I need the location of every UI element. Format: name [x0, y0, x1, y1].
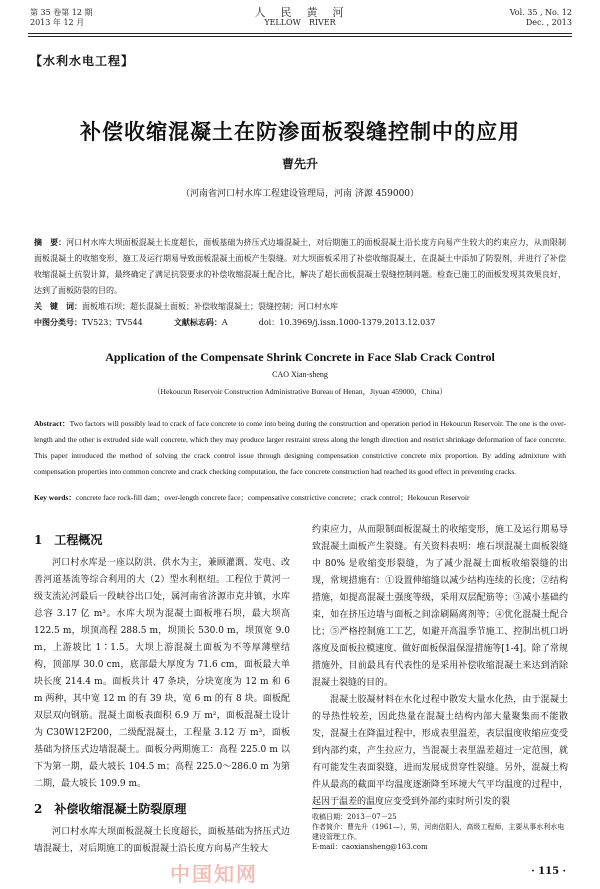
journal-name-en: YELLOW RIVER: [264, 18, 336, 27]
keywords-cn-text: 面板堆石坝；超长混凝土面板；补偿收缩混凝土；裂缝控制；河口村水库: [82, 302, 338, 311]
footnote: [312, 812, 568, 852]
section-tag: 【水利水电工程】: [30, 54, 135, 68]
abstract-cn-label: 摘 要：: [34, 237, 67, 247]
right-column: [312, 522, 568, 811]
classification-line: [34, 314, 566, 331]
section-1-paragraph: 河口村水库是一座以防洪、供水为主，兼顾灌溉、发电、改善河道基流等综合利用的大（2）型水利枢纽。工程位于黄河一级支流沁河最后一段峡谷出口处，属河南省济源市克井镇，水库总容 3.17 亿 m³。水库大坝为混凝土面板堆石坝，最大坝高 122.5 m，坝顶高程 288.5 m，坝顶长 530.0 m，坝顶宽 9.0 m，上游坡比 1∶1.5。大坝上游混凝土面板为不等厚薄壁结构，顶部厚 30.0 cm，底部最大厚度为 71.6 cm，面板最大单块长度 214.4 m。面板共计 47 条块，分块宽度为 12 m 和 6 m 两种，其中宽 12 m 的有 39 块，宽 6 m 的有 8 块。面板配双层双向钢筋。混凝土面板表面积 6.9 万 m²，面板混凝土设计为 C30W12F200，二级配混凝土，工程量 3.12 万 m³，面板基础为挤压式边墙混凝土。面板分两期施工：高程 225.0 m 以下为第一期，最大坡长 104.5 m；高程 225.0～286.0 m 为第二期，最大坡长 109.9 m。: [34, 558, 290, 789]
right-column-paragraph-1: 约束应力，从而限制面板混凝土的收缩变形，施工及运行期易导致混凝土面板产生裂缝。有关资料表明：堆石坝混凝土面板裂缝中 80% 是收缩变形裂缝，为了减少混凝土面板收缩裂缝的出现，常规措施有：①设置伸缩缝以减少结构连续的长度；②结构措施，如提高混凝土强度等级，采用双层配筋等；③减小基础约束，如在挤压边墙与面板之间涂刷隔离剂等；④优化混凝土配合比；⑤严格控制施工工艺，如避开高温季节施工、控制出机口坍落度及面板拉模速度、做好面板保温保湿措施等[1-4]。除了常规措施外，目前最具有代表性的是采用补偿收缩混凝土来达到消除混凝土裂缝的目的。: [312, 525, 568, 688]
volume-issue-en: Vol. 35 , No. 12: [509, 8, 572, 17]
abstract-cn: [34, 234, 566, 299]
abstract-en-text: Two factors will possibly lead to crack of face concrete to come into being during the construction and operation period in Hekoucun Reservoir. The one is the over-length and the other is extruded side wall concrete, which they may produce larger restraint stress along the length direction and restrict shrinkage deformation of face concrete. This paper introduced the method of solving the crack control issue through designing compensation constrictive concrete mix proportion. By adding admixture with compensation properties into common concrete and crack checking computation, the face concrete construction had reached its good effect in preventing cracks.: [34, 419, 566, 476]
left-column: [34, 532, 290, 858]
abstract-en-label: Abstract：: [34, 419, 70, 428]
author-cn: 曹先升: [281, 157, 318, 171]
keywords-cn-label: 关 键 词：: [34, 301, 82, 311]
author-email: E-mail：caoxiansheng@163.com: [312, 843, 428, 851]
issue-date-en: Dec. , 2013: [525, 18, 572, 27]
keywords-en-text: concrete face rock-fill dam；over-length concrete face；compensative constrictive concrete；crack control；Hekoucun Reservoir: [75, 493, 470, 502]
right-column-paragraph-2: 混凝土胶凝材料在水化过程中散发大量水化热，由于混凝土的导热性较差，因此热量在混凝土结构内部大量聚集而不能散发，混凝土在降温过程中，形成表里温差，表层温度收缩应变受到内部约束，产生拉应力，当混凝土表里温差超过一定范围，就有可能发生表面裂缝，进而发展成贯穿性裂缝。另外，混凝土构件从最高的截面平均温度逐渐降至环境大气平均温度的过程中，起因于温差的温度应变受到外部约束时所引发的裂: [312, 695, 568, 807]
abstract-cn-text: 河口村水库大坝面板混凝土长度超长，面板基础为挤压式边墙混凝土，对后期施工的面板混凝土沿长度方向易产生较大的约束应力，从而限制面板混凝土的收缩变形，施工及运行期易导致面板混凝土面板产生裂缝。对大坝面板采用了补偿收缩混凝土，在混凝土中添加了防裂剂，并进行了补偿收缩混凝土抗裂计算，最终确定了满足抗裂要求的补偿收缩混凝土配合比，解决了超长面板混凝土裂缝控制问题。检查已施工的面板发现其效果良好，达到了面板防裂的目的。: [34, 238, 566, 295]
doi: doi：10.3969/j.issn.1000-1379.2013.12.037: [258, 318, 436, 327]
keywords-en: [34, 490, 566, 506]
volume-issue: 第 35 卷第 12 期: [30, 8, 93, 17]
doc-code-value: A: [221, 318, 228, 327]
footnote-rule: [312, 808, 372, 809]
watermark: 中国知网: [170, 862, 258, 886]
section-2-paragraph: 河口村水库大坝面板混凝土长度超长，面板基础为挤压式边墙混凝土，对后期施工的面板混凝土沿长度方向易产生较大: [34, 827, 290, 854]
section-1-heading: 1 工程概况: [34, 533, 103, 547]
clc-value: TV523；TV544: [82, 318, 143, 327]
issue-date: 2013 年 12 月: [30, 18, 85, 27]
received-date: 收稿日期：2013－07－25: [312, 813, 397, 821]
affiliation-cn: （河南省河口村水库工程建设管理局，河南 济源 459000）: [180, 189, 420, 199]
author-en: CAO Xian-sheng: [272, 370, 328, 379]
section-2-heading: 2 补偿收缩混凝土防裂原理: [34, 802, 187, 816]
keywords-en-label: Key words：: [34, 493, 76, 502]
page-number: · 115 ·: [531, 866, 566, 877]
journal-volume-info-en: [510, 8, 572, 28]
abstract-en: [34, 416, 566, 480]
journal-name-cn: 人 民 黄 河: [254, 6, 346, 19]
affiliation-en: （Hekoucun Reservoir Construction Administrative Bureau of Henan，Jiyuan 459000，China）: [153, 387, 447, 396]
paper-title-en: Application of the Compensate Shrink Concrete in Face Slab Crack Control: [105, 350, 495, 364]
header-rule: [28, 33, 572, 34]
clc-label: 中图分类号：: [34, 317, 82, 327]
paper-title-cn: 补偿收缩混凝土在防渗面板裂缝控制中的应用: [80, 119, 520, 144]
keywords-cn: [34, 298, 566, 315]
header-rule-double: [28, 36, 572, 37]
doc-code-label: 文献标志码：: [173, 317, 222, 327]
author-bio: 作者简介：曹先升（1961—），男，河南信阳人，高级工程师，主要从事水利水电建设管理工作。: [312, 823, 565, 841]
